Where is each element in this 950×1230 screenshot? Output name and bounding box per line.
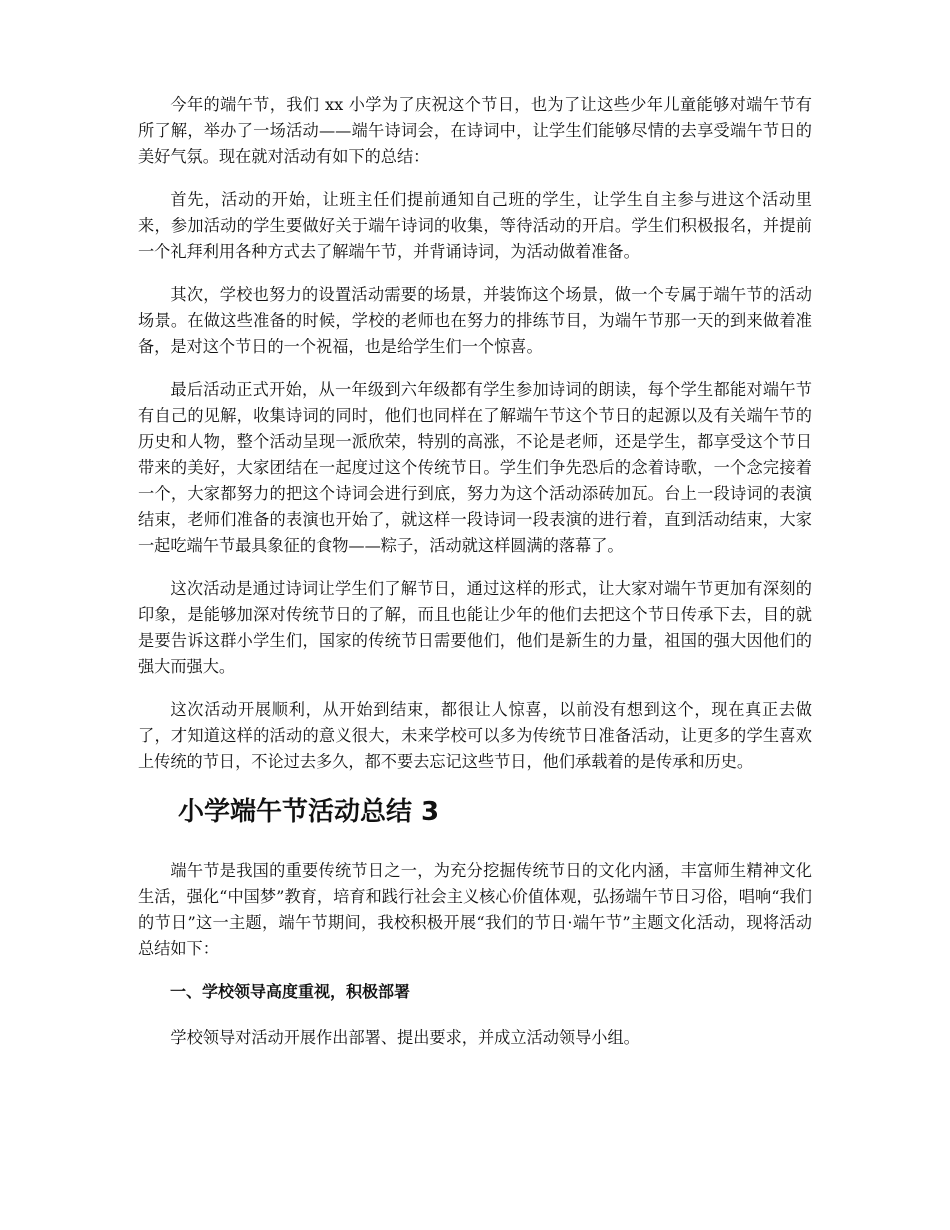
paragraph-purpose: 这次活动是通过诗词让学生们了解节日，通过这样的形式，让大家对端午节更加有深刻的印象，是能够加深对传统节日的了解，而且也能让少年的他们去把这个节日传承下去，目的就是要告诉这群小学生们，国家的传统节日需要他们，他们是新生的力量，祖国的强大因他们的强大而强大。 — [138, 579, 812, 676]
paragraph-conclusion: 这次活动开展顺利，从开始到结束，都很让人惊喜，以前没有想到这个，现在真正去做了，才知道这样的活动的意义很大，未来学校可以多为传统节日准备活动，让更多的学生喜欢上传统的节日，不论过去多久，都不要去忘记这些节日，他们承载着的是传承和历史。 — [138, 700, 812, 771]
section-title: 小学端午节活动总结 3 — [178, 797, 440, 827]
section-intro-paragraph: 端午节是我国的重要传统节日之一，为充分挖掘传统节日的文化内涵，丰富师生精神文化生活，强化“中国梦”教育，培育和践行社会主义核心价值体观，弘扬端午节日习俗，唱响“我们的节日”这一主题，端午节期间，我校积极开展“我们的节日·端午节”主题文化活动，现将活动总结如下： — [138, 861, 812, 958]
subheading-leadership-body: 学校领导对活动开展作出部署、提出要求，并成立活动领导小组。 — [170, 1028, 640, 1047]
subheading-leadership: 一、学校领导高度重视，积极部署 — [170, 982, 411, 1001]
paragraph-second: 其次，学校也努力的设置活动需要的场景，并装饰这个场景，做一个专属于端午节的活动场景。在做这些准备的时候，学校的老师也在努力的排练节目，为端午节那一天的到来做着准备，是对这个节日的一个祝福，也是给学生们一个惊喜。 — [138, 285, 812, 356]
paragraph-intro: 今年的端午节，我们 xx 小学为了庆祝这个节日，也为了让这些少年儿童能够对端午节有所了解，举办了一场活动——端午诗词会，在诗词中，让学生们能够尽情的去享受端午节日的美好气氛。现在就对活动有如下的总结： — [138, 95, 812, 166]
document-page — [138, 92, 812, 1068]
paragraph-first: 首先，活动的开始，让班主任们提前通知自己班的学生，让学生自主参与进这个活动里来，参加活动的学生要做好关于端午诗词的收集，等待活动的开启。学生们积极报名，并提前一个礼拜利用各种方式去了解端午节，并背诵诗词，为活动做着准备。 — [138, 190, 812, 261]
paragraph-last: 最后活动正式开始，从一年级到六年级都有学生参加诗词的朗读，每个学生都能对端午节有自己的见解，收集诗词的同时，他们也同样在了解端午节这个节日的起源以及有关端午节的历史和人物，整个活动呈现一派欣荣，特别的高涨，不论是老师，还是学生，都享受这个节日带来的美好，大家团结在一起度过这个传统节日。学生们争先恐后的念着诗歌，一个念完接着一个，大家都努力的把这个诗词会进行到底，努力为这个活动添砖加瓦。台上一段诗词的表演结束，老师们准备的表演也开始了，就这样一段诗词一段表演的进行着，直到活动结束，大家一起吃端午节最具象征的食物——粽子，活动就这样圆满的落幕了。 — [138, 380, 812, 555]
